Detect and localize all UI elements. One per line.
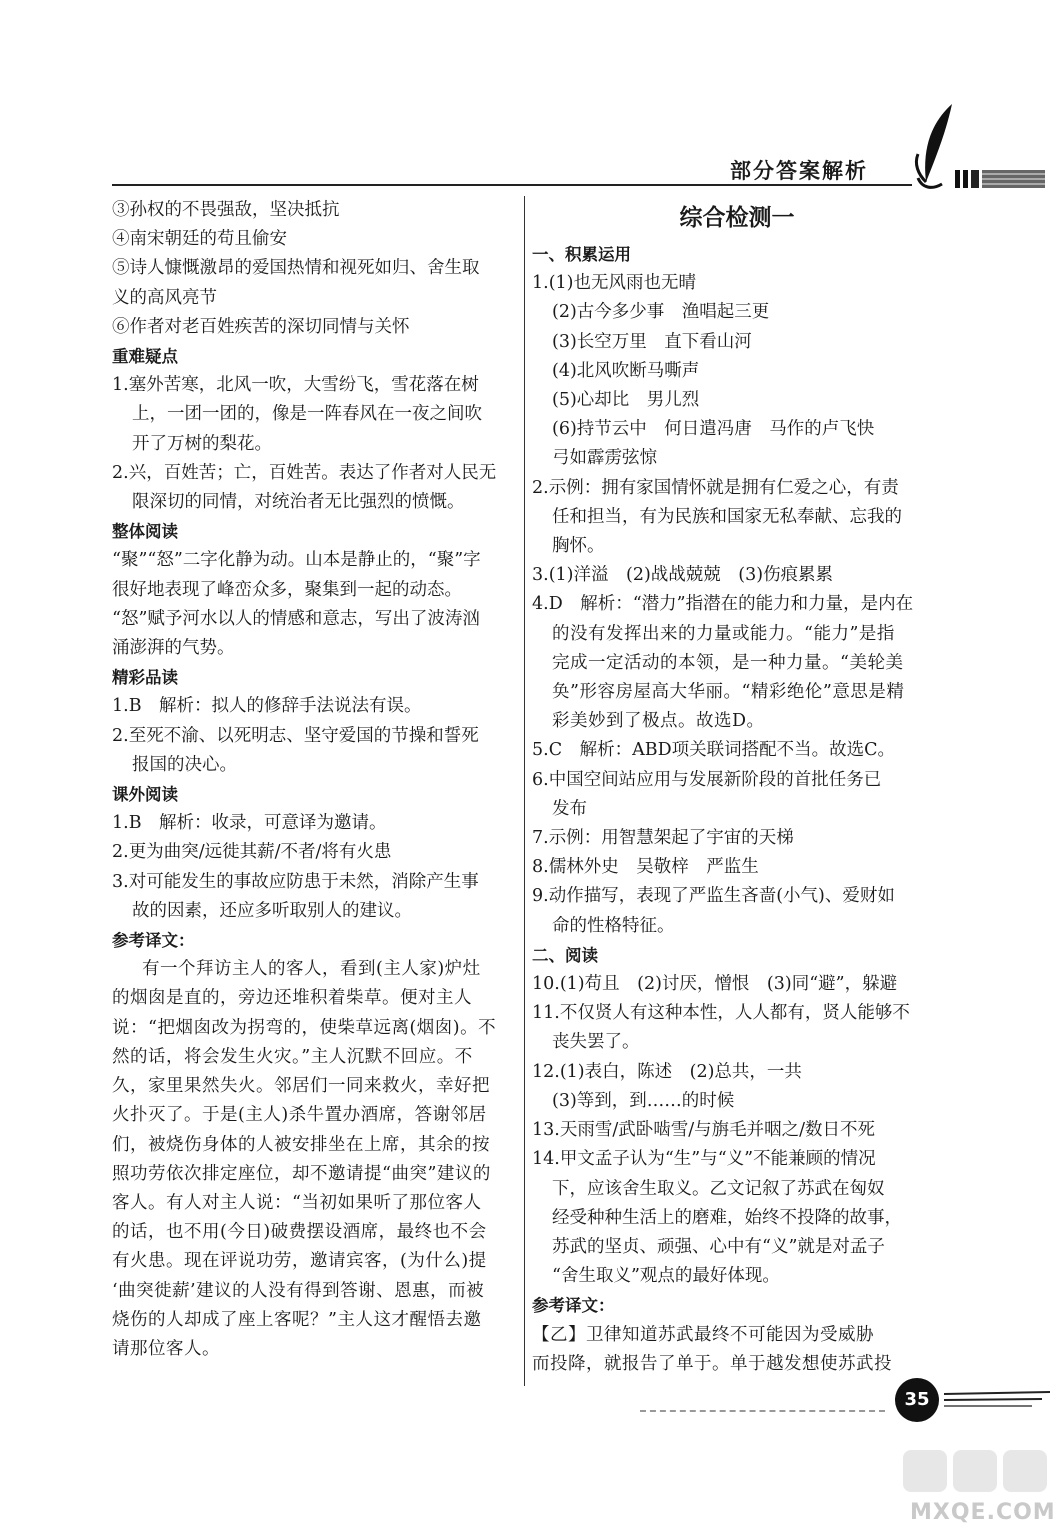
right-line: 二、阅读 bbox=[532, 945, 598, 965]
watermark-logo bbox=[901, 1446, 1051, 1496]
right-line: (5)心却比 男儿烈 bbox=[552, 390, 700, 411]
right-line: 7.示例：用智慧架起了宇宙的天梯 bbox=[532, 828, 794, 849]
left-line: 重难疑点 bbox=[112, 347, 178, 367]
left-line: ④南宋朝廷的苟且偷安 bbox=[112, 229, 287, 250]
right-line: 彩美妙到了极点。故选D。 bbox=[552, 711, 765, 732]
right-line: 5.C 解析：ABD项关联词搭配不当。故选C。 bbox=[532, 740, 896, 761]
right-line: 而投降，就报告了单于。单于越发想使苏武投 bbox=[532, 1353, 892, 1374]
left-line: “聚”“怒”二字化静为动。山本是静止的，“聚”字 bbox=[112, 550, 481, 571]
right-line: 经受种种生活上的磨难，始终不投降的故事， bbox=[552, 1207, 902, 1228]
left-line: 义的高风亮节 bbox=[112, 287, 217, 308]
watermark-text: MXQE.COM bbox=[910, 1500, 1056, 1525]
right-line: (6)持节云中 何日遣冯唐 马作的卢飞快 bbox=[552, 419, 875, 440]
header-title: 部分答案解析 bbox=[730, 159, 868, 183]
right-line: 奂”形容房屋高大华丽。“精彩绝伦”意思是精 bbox=[552, 682, 905, 703]
left-line: 客人。有人对主人说：“当初如果听了那位客人 bbox=[112, 1192, 482, 1213]
right-line: 【乙】卫律知道苏武最终不可能因为受威胁 bbox=[532, 1324, 874, 1345]
right-line: (4)北风吹断马嘶声 bbox=[552, 360, 700, 381]
right-line: 弓如霹雳弦惊 bbox=[552, 448, 657, 469]
left-line: 火扑灭了。于是(主人)杀牛置办酒席，答谢邻居 bbox=[112, 1105, 487, 1126]
left-line: 课外阅读 bbox=[112, 785, 178, 805]
right-line: 2.示例：拥有家国情怀就是拥有仁爱之心，有责 bbox=[532, 477, 899, 498]
right-line: 丧失罢了。 bbox=[552, 1032, 640, 1053]
right-line: 12.(1)表白，陈述 (2)总共，一共 bbox=[532, 1061, 802, 1082]
left-line: ‘曲突徙薪’建议的人没有得到答谢、恩惠，而被 bbox=[112, 1280, 485, 1301]
left-line: 整体阅读 bbox=[112, 522, 178, 542]
left-line: 烧伤的人却成了座上客呢？”主人这才醒悟去邀 bbox=[112, 1309, 482, 1330]
right-line: 下，应该舍生取义。乙文记叙了苏武在匈奴 bbox=[552, 1178, 885, 1199]
left-line: “怒”赋予河水以人的情感和意志，写出了波涛汹 bbox=[112, 608, 480, 629]
right-column bbox=[532, 196, 942, 1379]
right-line: 10.(1)苟且 (2)讨厌，憎恨 (3)同“避”，躲避 bbox=[532, 974, 898, 995]
right-line: 3.(1)洋溢 (2)战战兢兢 (3)伤痕累累 bbox=[532, 565, 834, 586]
right-line: 参考译文： bbox=[532, 1296, 615, 1316]
right-line: 4.D 解析：“潜力”指潜在的能力和力量，是内在 bbox=[532, 594, 914, 615]
left-line: 1.B 解析：收录，可意译为邀请。 bbox=[112, 813, 387, 834]
left-line: 报国的决心。 bbox=[132, 754, 237, 775]
left-line: 说：“把烟囱改为拐弯的，使柴草远离(烟囱)。不 bbox=[112, 1017, 497, 1038]
right-line: (2)古今多少事 渔唱起三更 bbox=[552, 302, 770, 323]
page-number: 35 bbox=[895, 1378, 939, 1422]
page-footer bbox=[640, 1350, 1059, 1536]
right-line: 发布 bbox=[552, 798, 587, 819]
right-line: 13.天雨雪/武卧啮雪/与旃毛并咽之/数日不死 bbox=[532, 1120, 876, 1141]
left-line: 久，家里果然失火。邻居们一同来救火，幸好把 bbox=[112, 1076, 490, 1097]
column-divider bbox=[524, 196, 525, 1386]
right-line: 苏武的坚贞、顽强、心中有“义”就是对孟子 bbox=[552, 1236, 885, 1257]
left-line: 的烟囱是直的，旁边还堆积着柴草。便对主人 bbox=[112, 988, 472, 1009]
left-line: 照功劳依次排定座位，却不邀请提“曲突”建议的 bbox=[112, 1163, 491, 1184]
left-line: 精彩品读 bbox=[112, 668, 178, 688]
right-line: (3)长空万里 直下看山河 bbox=[552, 331, 752, 352]
right-line: 一、积累运用 bbox=[532, 245, 631, 264]
left-line: 有一个拜访主人的客人，看到(主人家)炉灶 bbox=[142, 959, 481, 980]
speed-lines-icon bbox=[942, 1388, 1052, 1412]
left-line: 很好地表现了峰峦众多，聚集到一起的动态。 bbox=[112, 579, 462, 600]
left-line: 开了万树的梨花。 bbox=[132, 433, 272, 454]
left-line: 请那位客人。 bbox=[112, 1338, 220, 1359]
right-line: 的没有发挥出来的力量或能力。“能力”是指 bbox=[552, 623, 895, 644]
left-line: 有火患。现在评说功劳，邀请宾客，(为什么)提 bbox=[112, 1251, 487, 1272]
left-line: 2.更为曲突/远徙其薪/不者/将有火患 bbox=[112, 842, 392, 863]
left-column bbox=[112, 196, 517, 1364]
left-line: ⑤诗人慷慨激昂的爱国热情和视死如归、舍生取 bbox=[112, 258, 480, 279]
left-line: 2.至死不渝、以死明志、坚守爱国的节操和誓死 bbox=[112, 725, 479, 746]
left-line: 故的因素，还应多听取别人的建议。 bbox=[132, 900, 412, 921]
left-line: 的话，也不用(今日)破费摆设酒席，最终也不会 bbox=[112, 1222, 487, 1243]
right-line: 6.中国空间站应用与发展新阶段的首批任务已 bbox=[532, 769, 882, 790]
page-header bbox=[112, 150, 1047, 190]
left-line: 们，被烧伤身体的人被安排坐在上席，其余的按 bbox=[112, 1134, 490, 1155]
left-line: ③孙权的不畏强敌，坚决抵抗 bbox=[112, 200, 340, 220]
left-line: 1.B 解析：拟人的修辞手法说法有误。 bbox=[112, 696, 422, 717]
right-line: 1.(1)也无风雨也无晴 bbox=[532, 273, 696, 294]
left-line: 2.兴，百姓苦；亡，百姓苦。表达了作者对人民无 bbox=[112, 462, 497, 483]
left-line: 然的话，将会发生火灾。”主人沉默不回应。不 bbox=[112, 1046, 473, 1067]
right-line: 8.儒林外史 吴敬梓 严监生 bbox=[532, 857, 759, 878]
right-line: 任和担当，有为民族和国家无私奉献、忘我的 bbox=[552, 506, 902, 527]
section-title: 综合检测一 bbox=[679, 205, 795, 231]
right-line: 9.动作描写，表现了严监生吝啬(小气)、爱财如 bbox=[532, 886, 895, 907]
right-line: 14.甲文孟子认为“生”与“义”不能兼顾的情况 bbox=[532, 1149, 876, 1170]
left-line: 上，一团一团的，像是一阵春风在一夜之间吹 bbox=[132, 404, 482, 425]
right-line: “舍生取义”观点的最好体现。 bbox=[552, 1266, 780, 1287]
right-line: 胸怀。 bbox=[552, 536, 605, 557]
left-line: ⑥作者对老百姓疾苦的深切同情与关怀 bbox=[112, 316, 410, 337]
footer-dashed-rule bbox=[640, 1410, 885, 1412]
right-line: (3)等到，到……的时候 bbox=[552, 1090, 735, 1111]
right-line: 11.不仅贤人有这种本性，人人都有，贤人能够不 bbox=[532, 1003, 910, 1024]
left-line: 3.对可能发生的事故应防患于未然，消除产生事 bbox=[112, 871, 479, 892]
right-line: 完成一定活动的本领，是一种力量。“美轮美 bbox=[552, 652, 904, 673]
left-line: 涌澎湃的气势。 bbox=[112, 638, 235, 659]
left-line: 限深切的同情，对统治者无比强烈的愤慨。 bbox=[132, 492, 465, 513]
header-stripes-icon bbox=[955, 168, 1045, 190]
left-line: 1.塞外苦寒，北风一吹，大雪纷飞，雪花落在树 bbox=[112, 375, 479, 396]
right-line: 命的性格特征。 bbox=[552, 915, 675, 936]
left-line: 参考译文： bbox=[112, 931, 195, 951]
